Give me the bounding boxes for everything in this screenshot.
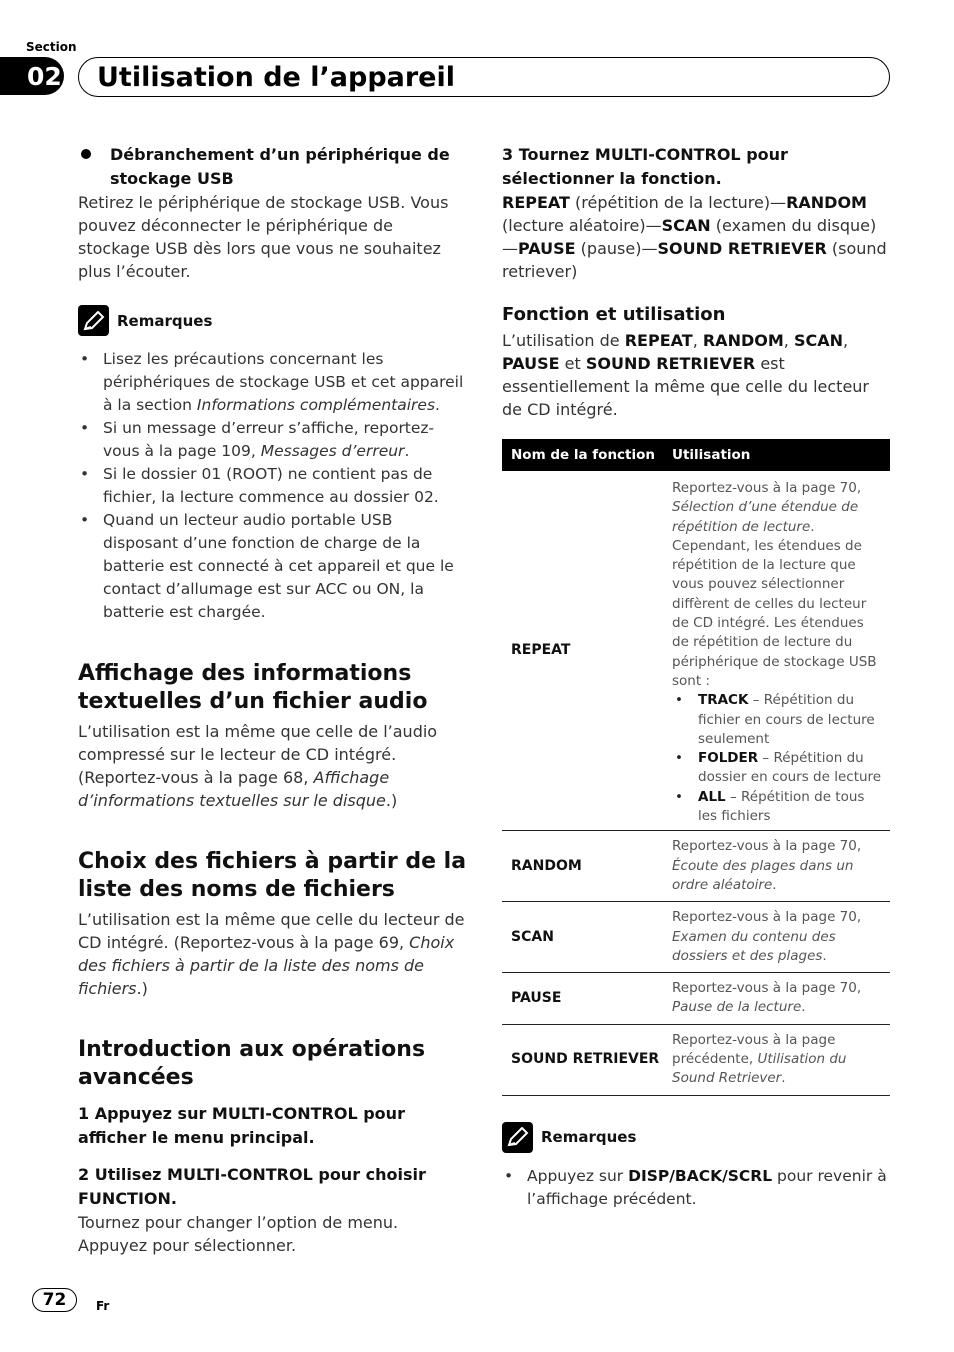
page-number: 72: [32, 1288, 77, 1312]
table-cell-usage: Reportez-vous à la page 70, Pause de la lecture.: [671, 973, 890, 1025]
section-body-file-list: L’utilisation est la même que celle du lecteur de CD intégré. (Reportez-vous à la page 69, Choix des fichiers à partir de la liste des noms de fichiers.): [78, 910, 465, 998]
table-row: [502, 1024, 890, 1095]
section-heading-text-info: Affichage des informations textuelles d’un fichier audio: [78, 661, 428, 714]
table-header-usage: Utilisation: [671, 439, 890, 471]
step-3: 3 Tournez MULTI-CONTROL pour sélectionner la fonction.: [502, 145, 788, 188]
chapter-title-bar: [78, 57, 890, 97]
pencil-note-icon: [78, 305, 109, 336]
bullet-dot-icon: [81, 149, 91, 159]
pencil-note-icon: [502, 1122, 533, 1153]
table-cell-function: SCAN: [502, 902, 671, 973]
right-column: [502, 143, 890, 1211]
table-cell-function: REPEAT: [502, 471, 671, 831]
table-cell-usage: Reportez-vous à la page précédente, Utilisation du Sound Retriever.: [671, 1024, 890, 1095]
table-cell-function: RANDOM: [502, 831, 671, 902]
table-cell-usage: Reportez-vous à la page 70, Sélection d’une étendue de répétition de lecture. Cependant, les étendues de répétition de la lecture que vous pouvez sélectionner diffèrent de celles du lecteur de CD intégré. Les étendues de répétition de lecture du périphérique de stockage USB sont : • TRACK – Répétition du fichier en cours de lecture seulement • FOLDER – Répétition du dossier en cours de lecture • ALL – Répétition de tous les fichiers: [671, 471, 890, 831]
step-3-sequence: REPEAT (répétition de la lecture)—RANDOM (lecture aléatoire)—SCAN (examen du disque) —PAUSE (pause)—SOUND RETRIEVER (sound retriever): [502, 193, 887, 281]
note-item: • Si un message d’erreur s’affiche, reportez-vous à la page 109, Messages d’erreur.: [78, 417, 468, 463]
table-header-row: [502, 439, 890, 471]
table-cell-usage: Reportez-vous à la page 70, Écoute des plages dans un ordre aléatoire.: [671, 831, 890, 902]
repeat-modes-list: [672, 691, 882, 826]
section-label: Section: [26, 40, 77, 54]
notes-header-right: [502, 1122, 890, 1153]
function-usage-heading: Fonction et utilisation: [502, 304, 726, 325]
left-column: [78, 143, 468, 1257]
notes-header: [78, 305, 468, 336]
step-2-body: Tournez pour changer l’option de menu. Appuyez pour sélectionner.: [78, 1213, 399, 1255]
notes-label: Remarques: [541, 1128, 637, 1147]
table-cell-usage: Reportez-vous à la page 70, Examen du contenu des dossiers et des plages.: [671, 902, 890, 973]
usb-disconnect-heading: Débranchement d’un périphérique de stockage USB: [78, 143, 468, 191]
section-body-text-info: L’utilisation est la même que celle de l’audio compressé sur le lecteur de CD intégré. (Reportez-vous à la page 68, Affichage d’informations textuelles sur le disque.): [78, 722, 438, 810]
table-row: [502, 831, 890, 902]
table-row: [502, 902, 890, 973]
table-cell-function: PAUSE: [502, 973, 671, 1025]
function-usage-body: L’utilisation de REPEAT, RANDOM, SCAN, PAUSE et SOUND RETRIEVER est essentiellement la même que celle du lecteur de CD intégré.: [502, 331, 869, 419]
notes-label: Remarques: [117, 311, 213, 330]
language-code: Fr: [96, 1299, 110, 1313]
note-item: • Lisez les précautions concernant les périphériques de stockage USB et cet appareil à la section Informations complémentaires.: [78, 348, 468, 417]
list-item: • TRACK – Répétition du fichier en cours de lecture seulement: [672, 691, 882, 749]
step-2: 2 Utilisez MULTI-CONTROL pour choisir FUNCTION.: [78, 1165, 426, 1208]
note-item: • Quand un lecteur audio portable USB disposant d’une fonction de charge de la batterie est connecté à cet appareil et que le contact d’allumage est sur ACC ou ON, la batterie est chargée.: [78, 509, 468, 624]
list-item: • ALL – Répétition de tous les fichiers: [672, 788, 882, 827]
function-table: [502, 439, 890, 1096]
note-item: • Appuyez sur DISP/BACK/SCRL pour revenir à l’affichage précédent.: [502, 1165, 890, 1211]
table-header-function: Nom de la fonction: [502, 439, 671, 471]
note-item: • Si le dossier 01 (ROOT) ne contient pas de fichier, la lecture commence au dossier 02.: [78, 463, 468, 509]
section-heading-file-list: Choix des fichiers à partir de la liste des noms de fichiers: [78, 849, 467, 902]
section-heading-advanced: Introduction aux opérations avancées: [78, 1037, 426, 1090]
table-cell-function: SOUND RETRIEVER: [502, 1024, 671, 1095]
notes-list-right: [502, 1165, 890, 1211]
table-row: [502, 471, 890, 831]
section-number-badge: 02: [0, 57, 64, 95]
notes-list: [78, 348, 468, 624]
list-item: • FOLDER – Répétition du dossier en cours de lecture: [672, 749, 882, 788]
usb-disconnect-body: Retirez le périphérique de stockage USB. Vous pouvez déconnecter le périphérique de stockage USB dès lors que vous ne souhaitez plus l’écouter.: [78, 193, 449, 281]
chapter-title: Utilisation de l’appareil: [97, 61, 456, 93]
step-1: 1 Appuyez sur MULTI-CONTROL pour afficher le menu principal.: [78, 1104, 405, 1147]
table-row: [502, 973, 890, 1025]
